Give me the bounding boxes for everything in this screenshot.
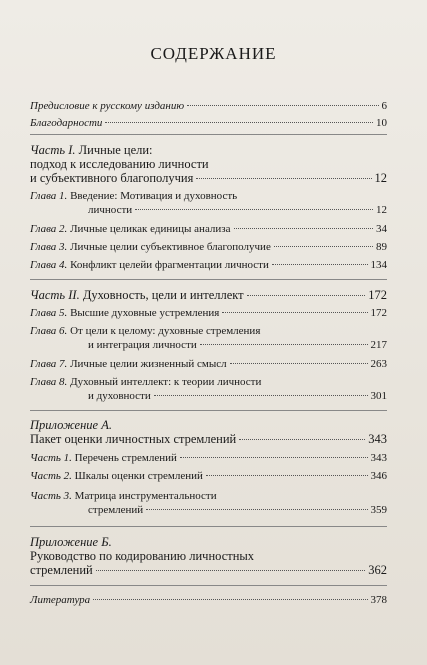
toc-chapter-1[interactable] — [30, 189, 387, 217]
dot-leader — [135, 209, 373, 210]
toc-chapter-4[interactable] — [30, 258, 387, 272]
chapter-title-cont: личности — [88, 204, 133, 216]
page-number: 362 — [368, 563, 387, 577]
dot-leader — [200, 344, 368, 345]
dot-leader — [187, 105, 378, 106]
toc-chapter-5[interactable] — [30, 306, 387, 320]
chapter-title: Личные целикак единицы анализа — [70, 223, 231, 235]
chapter-prefix: Глава 7. — [30, 358, 68, 370]
page-number: 217 — [370, 339, 387, 351]
chapter-title-cont: и духовности — [88, 390, 151, 402]
chapter-prefix: Глава 5. — [30, 307, 68, 319]
page-number: 89 — [376, 241, 387, 253]
chapter-prefix: Глава 2. — [30, 223, 68, 235]
chapter-title: Личные целии жизненный смысл — [70, 358, 227, 370]
dot-leader — [146, 509, 367, 510]
dot-leader — [93, 599, 367, 600]
chapter-title: Конфликт целейи фрагментации личности — [70, 259, 269, 271]
chapter-prefix: Глава 8. — [30, 376, 68, 388]
dot-leader — [247, 295, 366, 296]
toc-chapter-3[interactable] — [30, 240, 387, 254]
page-number: 343 — [370, 452, 387, 464]
page-number: 6 — [381, 100, 387, 112]
page-number: 378 — [370, 594, 387, 606]
appendix-title: Пакет оценки личностных стремлений — [30, 432, 237, 446]
section-divider — [30, 410, 387, 411]
toc-appendix-a[interactable] — [30, 418, 387, 446]
toc-chapter-7[interactable] — [30, 357, 387, 371]
part-title: Перечень стремлений — [74, 452, 177, 464]
entry-text: Предисловие к русскому изданию — [30, 100, 185, 112]
page-number: 134 — [370, 259, 387, 271]
appendix-title-line1: Руководство по кодированию личностных — [30, 549, 255, 563]
page-number: 301 — [370, 390, 387, 402]
section-divider — [30, 526, 387, 527]
part-prefix: Часть 2. — [30, 470, 72, 482]
entry-text: Литература — [30, 594, 91, 606]
part-title: Матрица инструментальности — [74, 490, 217, 502]
dot-leader — [239, 439, 365, 440]
section-divider — [30, 585, 387, 586]
page-number: 359 — [370, 504, 387, 516]
toc-entry-preface[interactable] — [30, 99, 387, 113]
section-divider — [30, 279, 387, 280]
dot-leader — [234, 228, 373, 229]
part-title-cont: стремлений — [88, 504, 144, 516]
page-number: 172 — [368, 288, 387, 302]
toc-chapter-8[interactable] — [30, 375, 387, 403]
toc-chapter-6[interactable] — [30, 324, 387, 352]
part-prefix: Часть 3. — [30, 490, 72, 502]
page-number: 172 — [370, 307, 387, 319]
chapter-title: Личные целии субъективное благополучие — [70, 241, 271, 253]
chapter-title: От цели к целому: духовные стремления — [70, 325, 261, 337]
page-number: 263 — [370, 358, 387, 370]
appendix-prefix: Приложение Б. — [30, 535, 112, 549]
part-title-line3: и субъективного благополучия — [30, 171, 194, 185]
toc-entry-acknowledgements[interactable] — [30, 116, 387, 130]
page-number: 346 — [370, 470, 387, 482]
chapter-title: Введение: Мотивация и духовность — [70, 190, 238, 202]
dot-leader — [196, 178, 371, 179]
toc-appendix-a-part-3[interactable] — [30, 489, 387, 517]
part-title: Шкалы оценки стремлений — [74, 470, 203, 482]
dot-leader — [222, 312, 367, 313]
page-number: 10 — [376, 117, 387, 129]
dot-leader — [105, 122, 373, 123]
page-number: 343 — [368, 432, 387, 446]
chapter-title-cont: и интеграция личности — [88, 339, 197, 351]
dot-leader — [274, 246, 373, 247]
toc-entry-literature[interactable] — [30, 593, 387, 607]
chapter-prefix: Глава 4. — [30, 259, 68, 271]
page-number: 12 — [376, 204, 387, 216]
toc-part-1[interactable] — [30, 143, 387, 185]
part-prefix: Часть II. — [30, 288, 80, 302]
dot-leader — [272, 264, 368, 265]
section-divider — [30, 134, 387, 135]
toc-appendix-a-part-2[interactable] — [30, 469, 387, 483]
toc-appendix-b[interactable] — [30, 535, 387, 577]
chapter-prefix: Глава 3. — [30, 241, 68, 253]
chapter-title: Духовный интеллект: к теории личности — [70, 376, 262, 388]
chapter-prefix: Глава 6. — [30, 325, 68, 337]
page-number: 34 — [376, 223, 387, 235]
chapter-prefix: Глава 1. — [30, 190, 68, 202]
dot-leader — [180, 457, 368, 458]
part-title-line1: Личные цели: — [78, 143, 153, 157]
dot-leader — [206, 475, 368, 476]
part-prefix: Часть I. — [30, 143, 76, 157]
part-prefix: Часть 1. — [30, 452, 72, 464]
part-title: Духовность, цели и интеллект — [82, 288, 244, 302]
toc-part-2[interactable] — [30, 288, 387, 302]
appendix-title-line2: стремлений — [30, 563, 93, 577]
toc-chapter-2[interactable] — [30, 222, 387, 236]
dot-leader — [230, 363, 368, 364]
appendix-prefix: Приложение А. — [30, 418, 112, 432]
dot-leader — [154, 395, 368, 396]
page-title: СОДЕРЖАНИЕ — [150, 44, 277, 63]
dot-leader — [96, 570, 366, 571]
chapter-title: Высшие духовные устремления — [70, 307, 220, 319]
page-number: 12 — [374, 171, 387, 185]
part-title-line2: подход к исследованию личности — [30, 157, 209, 171]
entry-text: Благодарности — [30, 117, 103, 129]
toc-appendix-a-part-1[interactable] — [30, 451, 387, 465]
